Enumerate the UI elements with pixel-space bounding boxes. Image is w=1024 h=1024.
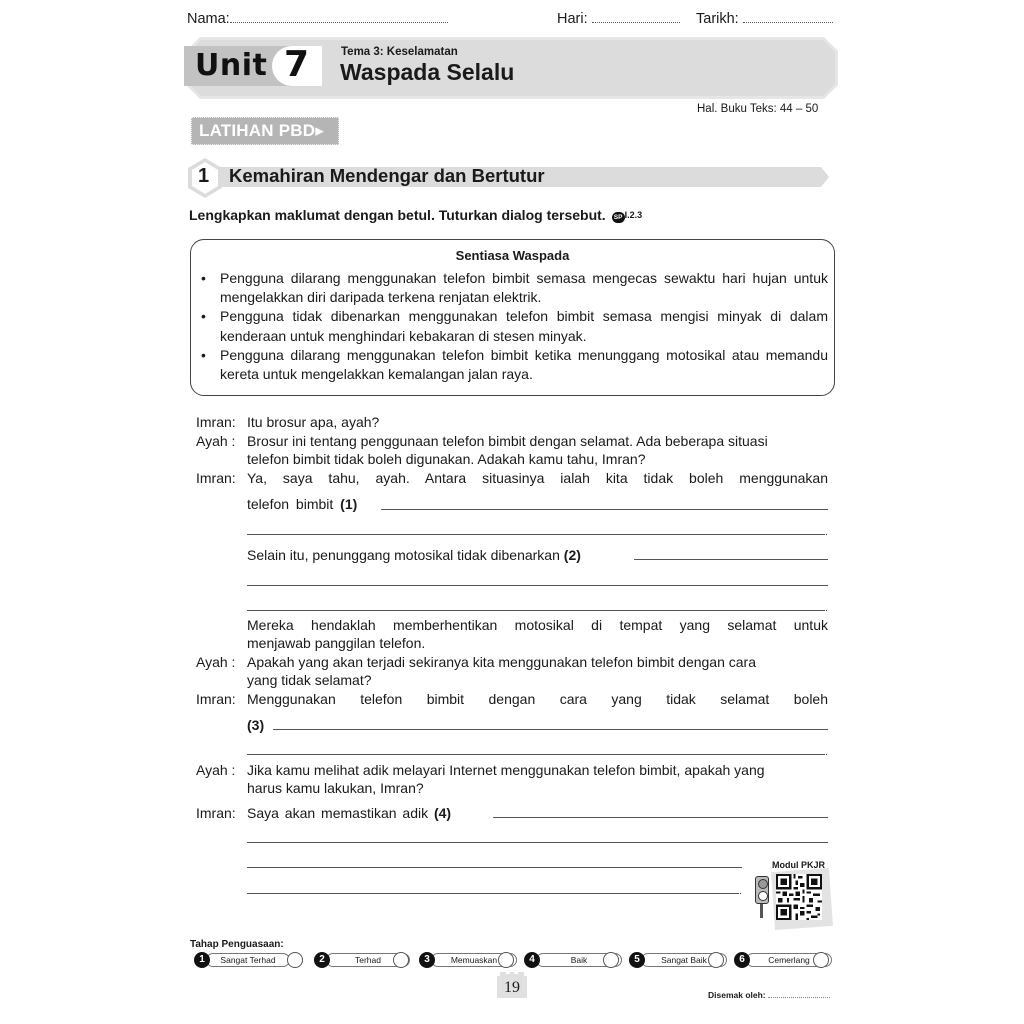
level-label: Baik xyxy=(536,953,622,967)
speaker-imran: Imran: xyxy=(196,414,236,430)
level-label: Cemerlang xyxy=(746,953,832,967)
speaker-ayah: Ayah : xyxy=(196,654,236,670)
speaker-imran: Imran: xyxy=(196,691,236,707)
theme-label: Tema 3: Keselamatan xyxy=(341,46,458,58)
period: . xyxy=(825,603,828,614)
dialog-line: Ya, saya tahu, ayah. Antara situasinya ialah kita tidak boleh menggunakan xyxy=(247,470,828,486)
answer-line-2b[interactable] xyxy=(247,585,828,586)
mastery-level-title: Tahap Penguasaan: xyxy=(190,939,284,950)
level-checkbox[interactable] xyxy=(287,952,303,968)
level-label: Memuaskan xyxy=(431,953,517,967)
level-checkbox[interactable] xyxy=(708,952,724,968)
blank-number-2: (2) xyxy=(563,547,581,563)
unit-title: Waspada Selalu xyxy=(340,59,515,85)
dialog-text: telefon bimbit xyxy=(247,496,334,512)
section-title: Kemahiran Mendengar dan Bertutur xyxy=(229,165,545,186)
info-bullet: • Pengguna tidak dibenarkan menggunakan telefon bimbit semasa mengisi minyak di dalam kenderaan untuk menghindari kebakaran di stesen minyak. xyxy=(200,307,828,345)
dialog-line: Mereka hendaklah memberhentikan motosikal di tempat yang selamat untuk xyxy=(247,617,828,633)
nama-input-line[interactable] xyxy=(230,8,448,23)
instruction-text: Lengkapkan maklumat dengan betul. Tuturkan dialog tersebut. xyxy=(189,207,606,223)
answer-line-4b[interactable] xyxy=(247,842,828,843)
speaker-imran: Imran: xyxy=(196,470,236,486)
answer-line-1b[interactable] xyxy=(247,534,825,535)
page-number: 19 xyxy=(497,976,527,998)
info-bullet-list xyxy=(200,269,828,384)
answer-line-4c[interactable] xyxy=(247,867,742,868)
level-number: 4 xyxy=(524,952,540,968)
sp-badge-icon: SP xyxy=(612,212,625,223)
blank-number-1: (1) xyxy=(340,496,358,512)
dialog-line: telefon bimbit tidak boleh digunakan. Adakah kamu tahu, Imran? xyxy=(247,451,646,467)
latihan-label: LATIHAN xyxy=(199,121,274,140)
answer-line-1a[interactable] xyxy=(381,509,828,510)
level-checkbox[interactable] xyxy=(813,952,829,968)
reviewed-by-line[interactable] xyxy=(768,989,830,998)
level-checkbox[interactable] xyxy=(393,952,409,968)
level-number: 1 xyxy=(194,952,210,968)
info-bullet: • Pengguna dilarang menggunakan telefon bimbit ketika menunggang motosikal atau memandu kereta untuk mengelakkan kemalangan jalan raya. xyxy=(200,346,828,384)
section-number: 1 xyxy=(198,165,210,187)
info-box-title: Sentiasa Waspada xyxy=(455,248,570,263)
blank-number-4: (4) xyxy=(433,805,452,821)
tarikh-input-line[interactable] xyxy=(743,8,833,23)
period: . xyxy=(825,527,828,538)
answer-line-3b[interactable] xyxy=(247,754,825,755)
period: . xyxy=(739,886,742,897)
level-number: 5 xyxy=(629,952,645,968)
level-label: Sangat Baik xyxy=(641,953,727,967)
answer-line-3a[interactable] xyxy=(273,729,828,730)
dialog-line xyxy=(247,495,357,514)
dialog-line: Apakah yang akan terjadi sekiranya kita menggunakan telefon bimbit dengan cara xyxy=(247,654,756,670)
nama-field[interactable] xyxy=(187,8,448,27)
dialog-line: yang tidak selamat? xyxy=(247,672,372,688)
qr-code-icon[interactable] xyxy=(776,874,822,920)
blank-number-3: (3) xyxy=(247,717,265,733)
instruction xyxy=(189,207,642,223)
latihan-pbd-tag xyxy=(191,117,339,145)
answer-line-4d[interactable] xyxy=(247,893,739,894)
dialog-text: Saya akan memastikan adik xyxy=(247,805,429,821)
dialog-line xyxy=(247,804,451,823)
arrow-right-icon: ▸ xyxy=(315,121,324,140)
dialog-line: Brosur ini tentang penggunaan telefon bimbit dengan selamat. Ada beberapa situasi xyxy=(247,433,768,449)
dialog-line: harus kamu lakukan, Imran? xyxy=(247,780,424,796)
pbd-label: PBD xyxy=(278,121,316,140)
level-label: Terhad xyxy=(326,953,410,967)
hari-label: Hari: xyxy=(557,11,588,27)
traffic-light-pole xyxy=(760,904,763,918)
tarikh-field[interactable] xyxy=(696,8,833,27)
info-bullet: • Pengguna dilarang menggunakan telefon bimbit semasa mengecas sewaktu hari hujan untuk mengelakkan diri daripada terkena renjatan elektrik. xyxy=(200,269,828,307)
answer-line-2a[interactable] xyxy=(634,559,828,560)
dialog-line: Menggunakan telefon bimbit dengan cara yang tidak selamat boleh xyxy=(247,691,828,707)
level-number: 2 xyxy=(314,952,330,968)
unit-number: 7 xyxy=(284,44,310,85)
answer-line-4a[interactable] xyxy=(493,817,828,818)
tarikh-label: Tarikh: xyxy=(696,11,739,27)
traffic-light-icon xyxy=(755,876,769,904)
dialog-line: menjawab panggilan telefon. xyxy=(247,635,426,651)
hari-input-line[interactable] xyxy=(592,8,680,23)
level-checkbox[interactable] xyxy=(498,952,514,968)
answer-line-2c[interactable] xyxy=(247,610,825,611)
speaker-ayah: Ayah : xyxy=(196,762,236,778)
nama-label: Nama: xyxy=(187,11,230,27)
level-number: 6 xyxy=(734,952,750,968)
dialog-text: Selain itu, penunggang motosikal tidak dibenarkan xyxy=(247,547,560,563)
speaker-imran: Imran: xyxy=(196,805,236,821)
sp-code: I.2.3 xyxy=(624,210,643,220)
reviewed-by[interactable] xyxy=(708,989,830,1000)
speaker-ayah: Ayah : xyxy=(196,433,236,449)
period: . xyxy=(825,747,828,758)
level-number: 3 xyxy=(419,952,435,968)
dialog-line xyxy=(247,546,581,565)
unit-label: Unit xyxy=(195,48,268,83)
textbook-page-ref: Hal. Buku Teks: 44 – 50 xyxy=(697,103,819,115)
hari-field[interactable] xyxy=(557,8,680,27)
dialog-line: Itu brosur apa, ayah? xyxy=(247,414,380,430)
level-label: Sangat Terhad xyxy=(206,953,290,967)
qr-label: Modul PKJR xyxy=(772,860,825,870)
reviewed-by-label: Disemak oleh: xyxy=(708,990,766,1000)
level-checkbox[interactable] xyxy=(603,952,619,968)
dialog-line: Jika kamu melihat adik melayari Internet menggunakan telefon bimbit, apakah yang xyxy=(247,762,765,778)
